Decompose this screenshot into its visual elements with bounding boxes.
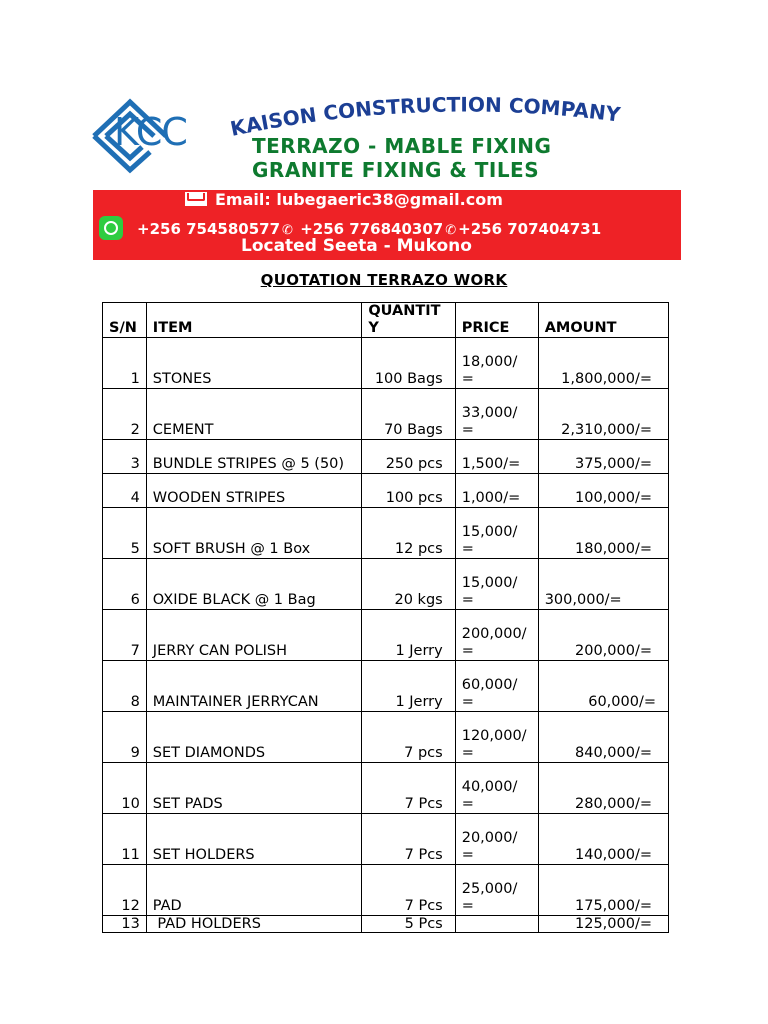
cell-amount: 175,000/= — [538, 865, 668, 916]
tagline-terrazo: TERRAZO - MABLE FIXING — [252, 134, 552, 158]
document-title: QUOTATION TERRAZO WORK — [260, 271, 508, 289]
cell-qty: 7 Pcs — [362, 865, 455, 916]
cell-sn: 9 — [103, 712, 147, 763]
table-row — [103, 474, 669, 508]
table-row — [103, 865, 669, 916]
cell-sn: 7 — [103, 610, 147, 661]
cell-sn: 13 — [103, 916, 147, 933]
cell-sn: 8 — [103, 661, 147, 712]
cell-qty: 100 pcs — [362, 474, 455, 508]
cell-qty: 1 Jerry — [362, 661, 455, 712]
table-row — [103, 712, 669, 763]
cell-amount: 180,000/= — [538, 508, 668, 559]
cell-price: 15,000/ = — [455, 508, 538, 559]
quotation-table — [102, 302, 669, 933]
cell-price: 25,000/ = — [455, 865, 538, 916]
table-row — [103, 610, 669, 661]
table-row — [103, 814, 669, 865]
cell-item: MAINTAINER JERRYCAN — [146, 661, 362, 712]
email-line — [185, 190, 503, 209]
cell-price: 1,000/= — [455, 474, 538, 508]
cell-sn: 1 — [103, 338, 147, 389]
cell-item: SET DIAMONDS — [146, 712, 362, 763]
cell-qty: 12 pcs — [362, 508, 455, 559]
phone-icon: ✆ — [445, 223, 457, 238]
cell-item: SET PADS — [146, 763, 362, 814]
cell-qty: 20 kgs — [362, 559, 455, 610]
cell-sn: 3 — [103, 440, 147, 474]
cell-item: OXIDE BLACK @ 1 Bag — [146, 559, 362, 610]
letterhead — [88, 92, 698, 188]
header-sn: S/N — [103, 303, 147, 338]
cell-price — [455, 916, 538, 933]
cell-sn: 5 — [103, 508, 147, 559]
cell-item: WOODEN STRIPES — [146, 474, 362, 508]
cell-item: PAD — [146, 865, 362, 916]
cell-qty: 5 Pcs — [362, 916, 455, 933]
logo-text: KCC — [114, 110, 187, 154]
header-quantity: QUANTIT Y — [362, 303, 455, 338]
whatsapp-icon — [99, 216, 123, 240]
phone-icon: ✆ — [282, 223, 293, 238]
cell-qty: 7 Pcs — [362, 763, 455, 814]
cell-price: 200,000/ = — [455, 610, 538, 661]
cell-item: JERRY CAN POLISH — [146, 610, 362, 661]
email-text[interactable]: Email: lubegaeric38@gmail.com — [215, 190, 503, 209]
cell-price: 18,000/ = — [455, 338, 538, 389]
mail-icon — [185, 192, 207, 206]
cell-amount: 1,800,000/= — [538, 338, 668, 389]
table-row — [103, 508, 669, 559]
cell-price: 15,000/ = — [455, 559, 538, 610]
cell-item: PAD HOLDERS — [146, 916, 362, 933]
cell-item: BUNDLE STRIPES @ 5 (50) — [146, 440, 362, 474]
cell-amount: 2,310,000/= — [538, 389, 668, 440]
cell-item: STONES — [146, 338, 362, 389]
contact-banner — [93, 190, 681, 260]
cell-amount: 300,000/= — [538, 559, 668, 610]
tagline-granite: GRANITE FIXING & TILES — [252, 158, 540, 182]
cell-amount: 140,000/= — [538, 814, 668, 865]
cell-sn: 4 — [103, 474, 147, 508]
table-row — [103, 661, 669, 712]
header-price: PRICE — [455, 303, 538, 338]
cell-qty: 7 Pcs — [362, 814, 455, 865]
table-row — [103, 763, 669, 814]
cell-item: SET HOLDERS — [146, 814, 362, 865]
cell-price: 33,000/ = — [455, 389, 538, 440]
cell-price: 20,000/ = — [455, 814, 538, 865]
cell-price: 40,000/ = — [455, 763, 538, 814]
cell-price: 1,500/= — [455, 440, 538, 474]
cell-price: 60,000/ = — [455, 661, 538, 712]
header-item: ITEM — [146, 303, 362, 338]
cell-amount: 125,000/= — [538, 916, 668, 933]
cell-sn: 2 — [103, 389, 147, 440]
table-row — [103, 559, 669, 610]
header-amount: AMOUNT — [538, 303, 668, 338]
table-row — [103, 916, 669, 933]
phone-2[interactable]: +256 776840307 — [300, 220, 444, 238]
table-row — [103, 338, 669, 389]
table-row — [103, 389, 669, 440]
table-header-row — [103, 303, 669, 338]
table-row — [103, 440, 669, 474]
cell-amount: 375,000/= — [538, 440, 668, 474]
cell-qty: 1 Jerry — [362, 610, 455, 661]
cell-sn: 12 — [103, 865, 147, 916]
phone-1[interactable]: +256 754580577 — [137, 220, 281, 238]
cell-amount: 840,000/= — [538, 712, 668, 763]
cell-amount: 100,000/= — [538, 474, 668, 508]
cell-qty: 7 pcs — [362, 712, 455, 763]
cell-sn: 10 — [103, 763, 147, 814]
location-line: Located Seeta - Mukono — [241, 236, 472, 256]
cell-qty: 250 pcs — [362, 440, 455, 474]
cell-price: 120,000/ = — [455, 712, 538, 763]
cell-sn: 11 — [103, 814, 147, 865]
cell-item: CEMENT — [146, 389, 362, 440]
svg-text:KAISON CONSTRUCTION COMPANY: KAISON CONSTRUCTION COMPANY — [228, 92, 622, 141]
cell-sn: 6 — [103, 559, 147, 610]
cell-qty: 100 Bags — [362, 338, 455, 389]
cell-amount: 60,000/= — [538, 661, 668, 712]
cell-amount: 200,000/= — [538, 610, 668, 661]
phone-3[interactable]: +256 707404731 — [458, 220, 602, 238]
cell-qty: 70 Bags — [362, 389, 455, 440]
cell-item: SOFT BRUSH @ 1 Box — [146, 508, 362, 559]
cell-amount: 280,000/= — [538, 763, 668, 814]
